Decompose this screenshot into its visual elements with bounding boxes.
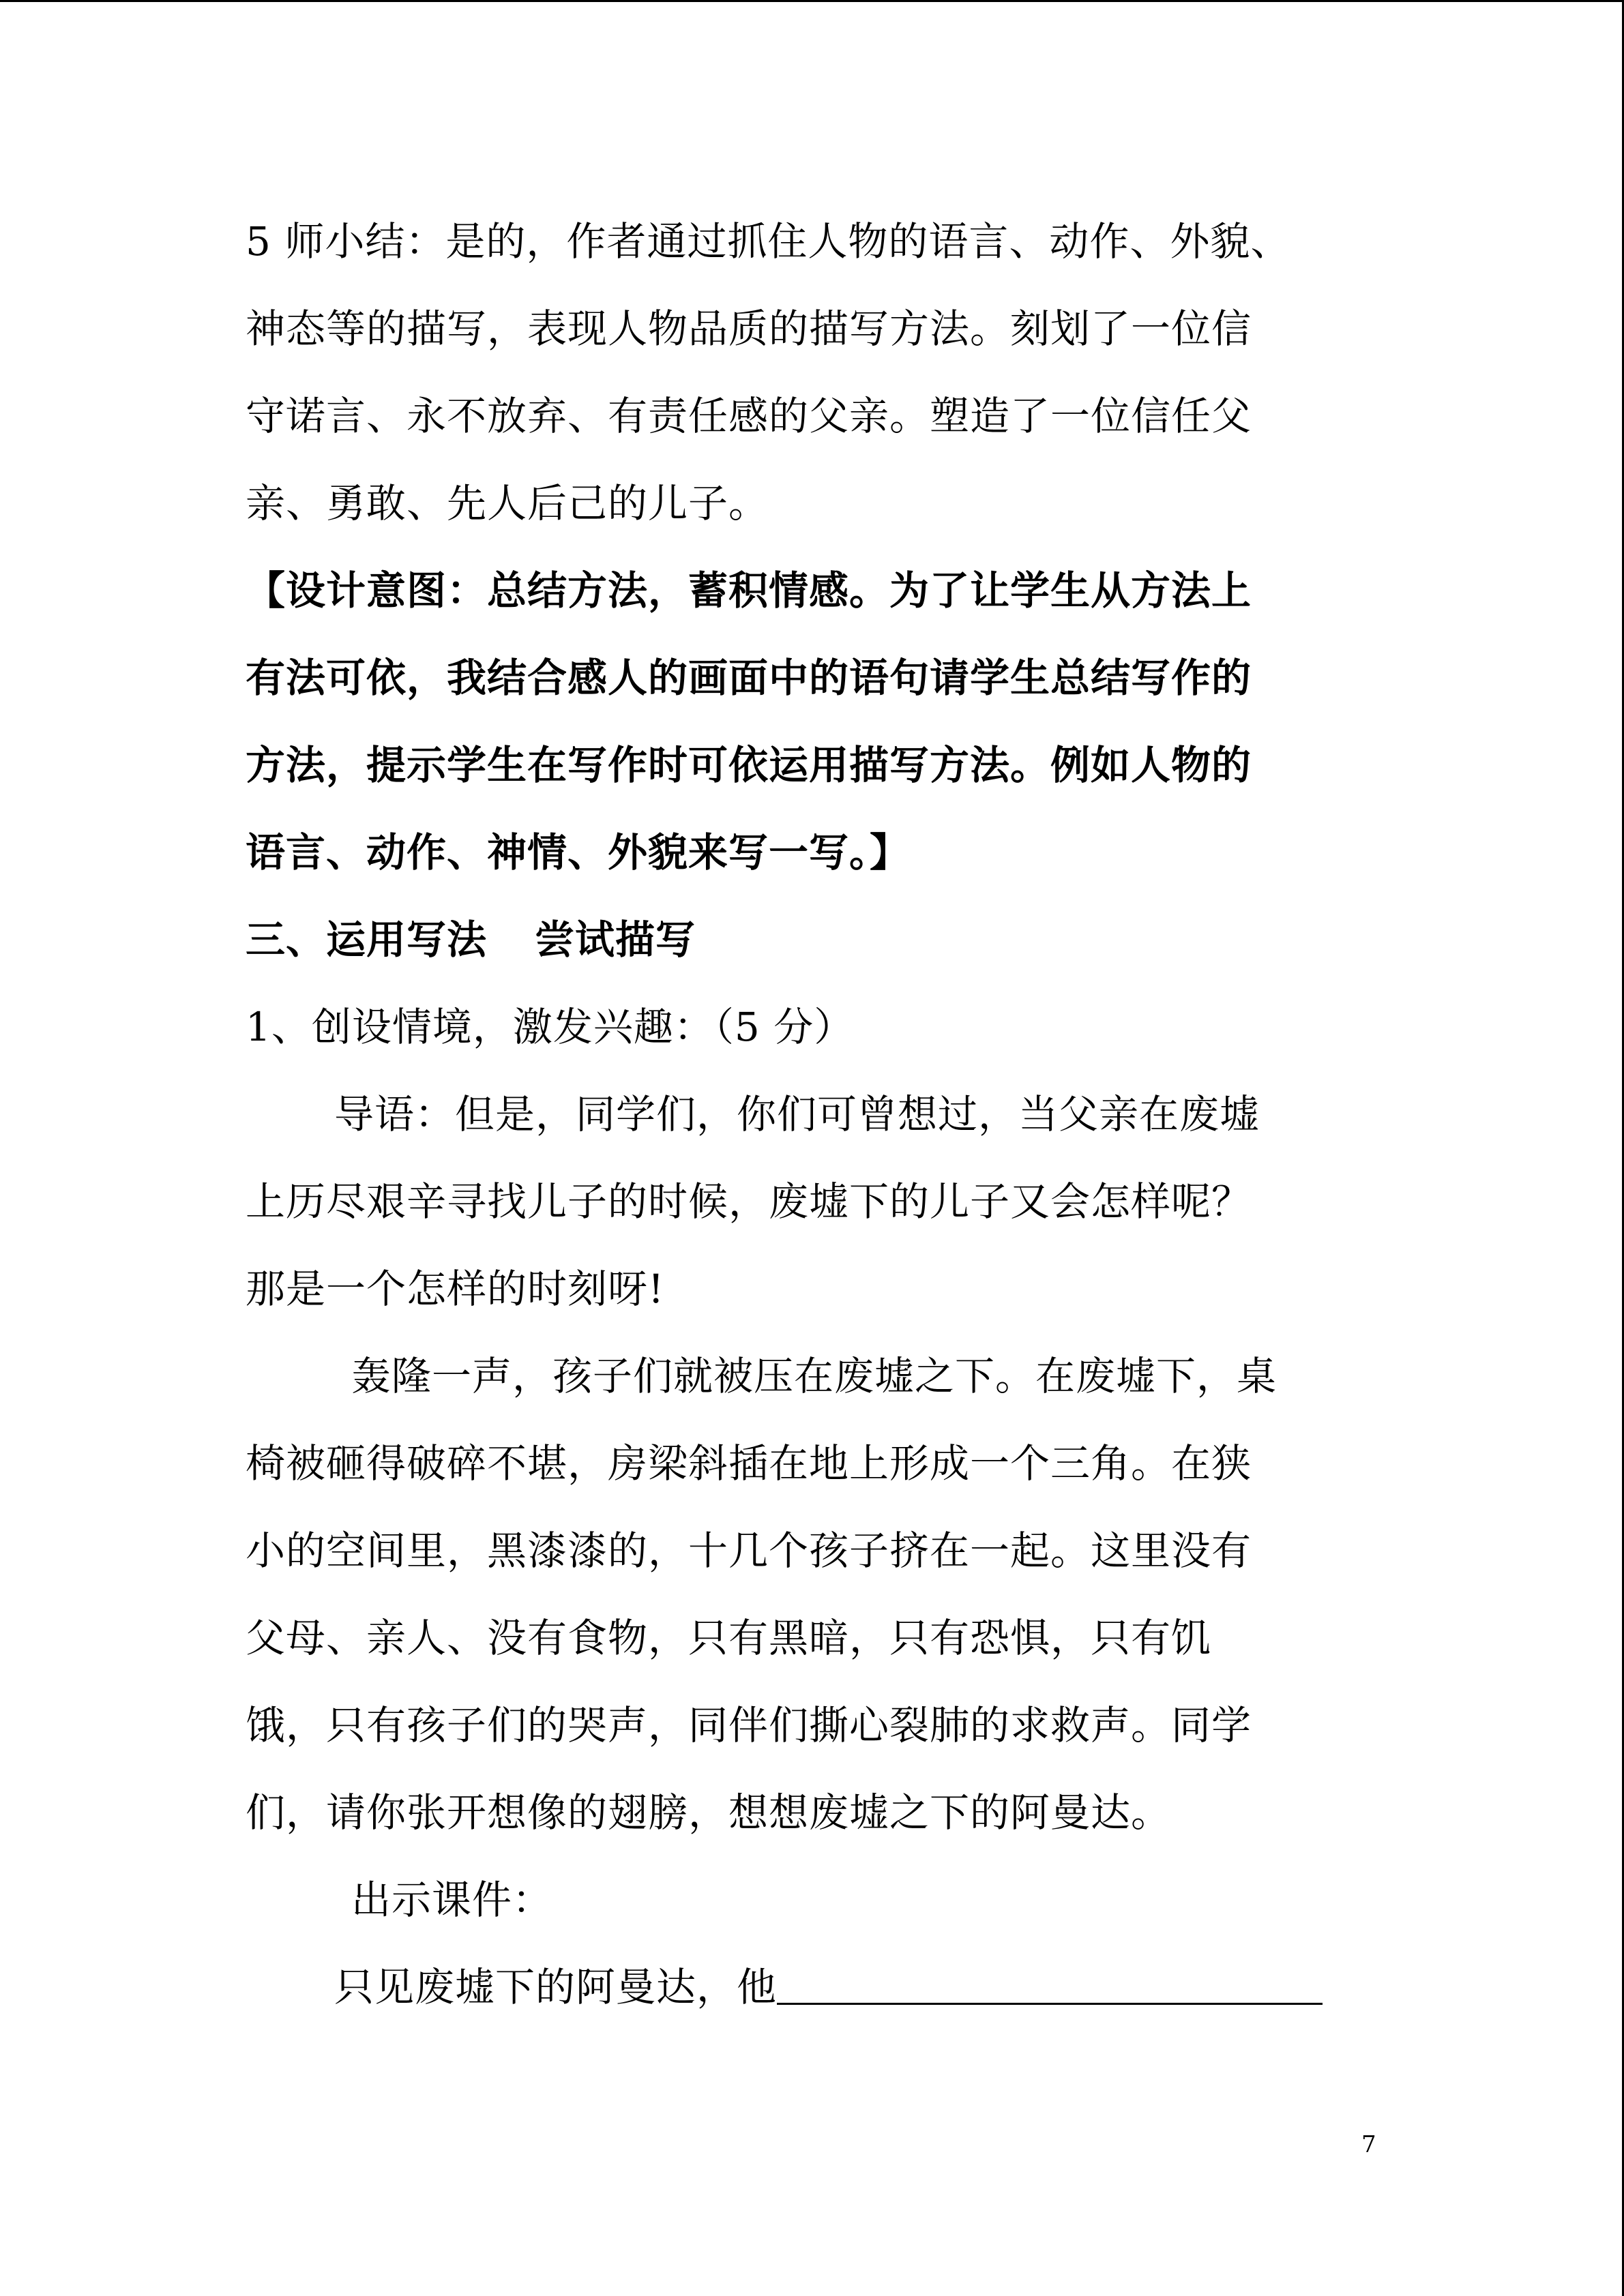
text-line: 【设计意图：总结方法，蓄积情感。为了让学生从方法上 xyxy=(246,567,1252,614)
text-line: 上历尽艰辛寻找儿子的时候，废墟下的儿子又会怎样呢？ xyxy=(246,1178,1252,1225)
text-line: 方法，提示学生在写作时可依运用描写方法。例如人物的 xyxy=(246,742,1252,788)
fill-in-prompt xyxy=(246,1943,1371,2031)
text-line: 有法可依，我结合感人的画面中的语句请学生总结写作的 xyxy=(246,655,1252,701)
scene-paragraph xyxy=(246,1332,1371,1856)
text-line: 守诺言、永不放弃、有责任感的父亲。塑造了一位信任父 xyxy=(246,393,1252,439)
text-line: 椅被砸得破碎不堪，房梁斜插在地上形成一个三角。在狭 xyxy=(246,1440,1252,1487)
text-line: 亲、勇敢、先人后己的儿子。 xyxy=(246,480,769,526)
text-line: 们，请你张开想像的翅膀，想想废墟之下的阿曼达。 xyxy=(246,1789,1172,1836)
intro-paragraph xyxy=(246,1071,1371,1332)
text-line: 小的空间里，黑漆漆的，十几个孩子挤在一起。这里没有 xyxy=(246,1527,1252,1574)
text-line: 饿，只有孩子们的哭声，同伴们撕心裂肺的求救声。同学 xyxy=(246,1702,1252,1748)
section-heading-part2: 尝试描写 xyxy=(535,916,696,963)
prompt-text: 只见废墟下的阿曼达，他 xyxy=(334,1964,778,2010)
design-intent-paragraph xyxy=(246,547,1371,896)
step-heading: 1、创设情境，激发兴趣：（5 分） xyxy=(246,1004,855,1050)
page-border-top xyxy=(0,0,1624,2)
teacher-summary-paragraph xyxy=(246,198,1371,547)
text-line: 神态等的描写，表现人物品质的描写方法。刻划了一位信 xyxy=(246,305,1252,352)
text-line: 轰隆一声，孩子们就被压在废墟之下。在废墟下，桌 xyxy=(351,1353,1278,1399)
answer-blank xyxy=(777,1963,1323,2005)
courseware-label: 出示课件： xyxy=(351,1877,553,1923)
page-number: 7 xyxy=(1361,2131,1376,2158)
text-line: 5 师小结：是的，作者通过抓住人物的语言、动作、外貌、 xyxy=(246,218,1291,265)
text-line: 导语：但是，同学们，你们可曾想过，当父亲在废墟 xyxy=(334,1091,1260,1137)
document-body xyxy=(246,198,1371,2031)
text-line: 那是一个怎样的时刻呀! xyxy=(246,1266,665,1312)
section-heading xyxy=(246,896,1371,983)
section-heading-part1: 三、运用写法 xyxy=(246,916,488,963)
text-line: 父母、亲人、没有食物，只有黑暗，只有恐惧，只有饥 xyxy=(246,1615,1212,1661)
text-line: 语言、动作、神情、外貌来写一写。】 xyxy=(246,829,911,876)
